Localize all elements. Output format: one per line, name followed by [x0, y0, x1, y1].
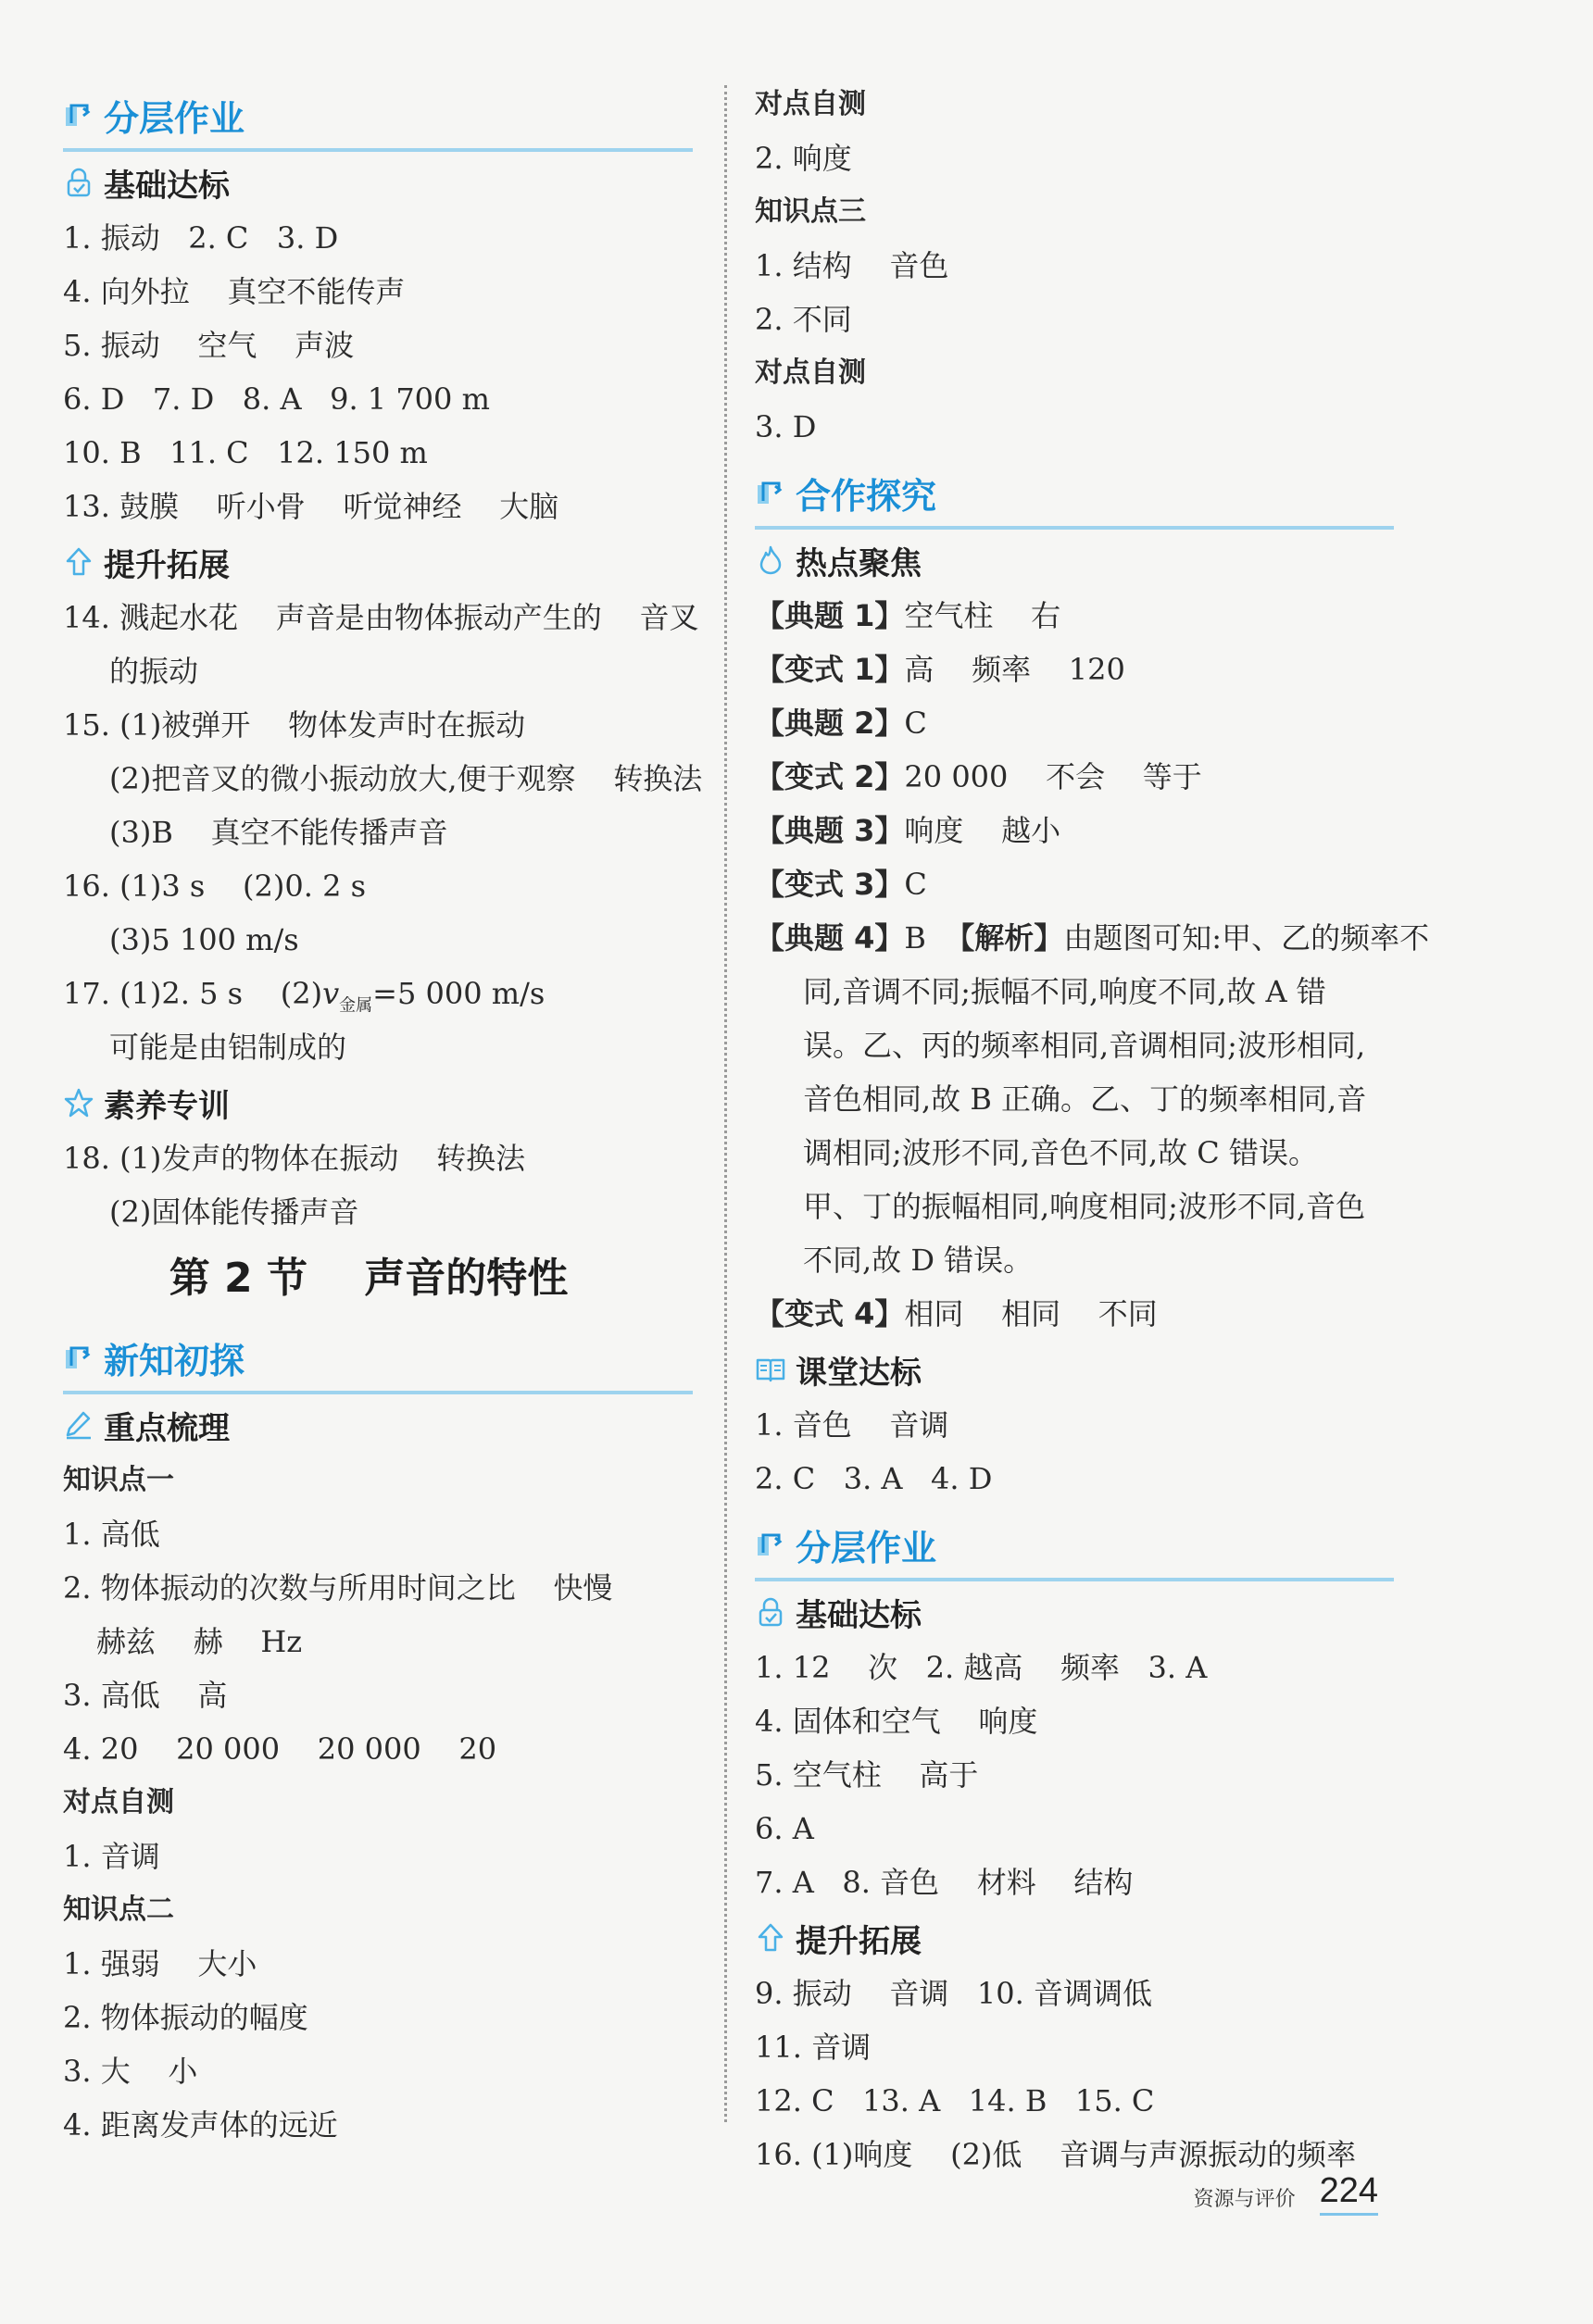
example-item [755, 696, 1394, 750]
answer-line: 1. 强弱 大小 [63, 1946, 257, 1981]
example-item [755, 857, 1394, 911]
answer-line: 3. 高低 高 [63, 1678, 228, 1713]
example-tag: 【变式 2】 [755, 759, 905, 794]
example-item [755, 911, 1430, 965]
answer-line: 1. 12 次 2. 越高 频率 3. A [755, 1650, 1208, 1685]
section-arrow-icon [63, 99, 94, 131]
answer-line: 4. 向外拉 真空不能传声 [63, 274, 406, 309]
answer-text: =5 000 m/s [372, 976, 546, 1011]
answer-line: 12. C 13. A 14. B 15. C [755, 2083, 1155, 2118]
answer-line [63, 967, 693, 1020]
subsection-title: 课堂达标 [796, 1354, 922, 1392]
answer-line: (2)把音叉的微小振动放大,便于观察 转换法 [109, 761, 703, 796]
analysis-tag: 【解析】 [945, 920, 1064, 956]
section-header-homework-2 [755, 1511, 1394, 1581]
answer-line: 2. 物体振动的次数与所用时间之比 快慢 [63, 1570, 613, 1606]
section-arrow-icon [63, 1342, 94, 1373]
answer-line: 4. 距离发声体的远近 [63, 2107, 338, 2143]
flame-icon [755, 544, 786, 576]
answer-line: 赫兹 赫 Hz [96, 1624, 303, 1659]
analysis-line: 误。乙、丙的频率相同,音调相同;波形相同, [803, 1028, 1366, 1063]
subsection-literacy [63, 1074, 693, 1131]
self-test-label: 对点自测 [755, 88, 866, 120]
example-tag: 【典题 4】 [755, 920, 905, 956]
example-tag: 【变式 4】 [755, 1296, 905, 1331]
subsection-basic-2 [755, 1583, 1394, 1641]
subsection-basic [63, 154, 693, 211]
example-item [755, 643, 1394, 696]
answer-line: 的振动 [109, 654, 199, 689]
subsection-classroom [755, 1341, 1394, 1398]
self-test-label: 对点自测 [63, 1786, 174, 1818]
analysis-text: 由题图可知:甲、乙的频率不 [1063, 920, 1430, 956]
lock-check-icon [63, 167, 94, 198]
section-header-homework [63, 81, 693, 152]
subsection-title: 热点聚焦 [796, 544, 922, 582]
answer-line: 可能是由铝制成的 [109, 1030, 347, 1065]
section-arrow-icon [755, 477, 786, 508]
answer-line: 16. (1)3 s (2)0. 2 s [63, 868, 367, 904]
subsection-title: 素养专训 [104, 1087, 230, 1125]
analysis-line: 音色相同,故 B 正确。乙、丁的频率相同,音 [803, 1081, 1367, 1117]
knowledge-point-label: 知识点一 [63, 1464, 174, 1496]
answer-text: 17. (1)2. 5 s (2) [63, 976, 323, 1011]
example-answer: C [904, 867, 927, 902]
answer-line: 9. 振动 音调 10. 音调调低 [755, 1976, 1152, 2011]
answer-line: 13. 鼓膜 听小骨 听觉神经 大脑 [63, 489, 559, 524]
answer-line: 4. 20 20 000 20 000 20 [63, 1731, 497, 1767]
answer-line: (3)5 100 m/s [109, 922, 299, 957]
answer-line: 15. (1)被弹开 物体发声时在振动 [63, 707, 526, 743]
example-answer: 相同 相同 不同 [904, 1296, 1158, 1331]
section-header-new-knowledge [63, 1324, 693, 1394]
answer-line: 1. 高低 [63, 1517, 160, 1552]
answer-line: 16. (1)响度 (2)低 音调与声源振动的频率 [755, 2137, 1357, 2172]
example-tag: 【典题 1】 [755, 598, 905, 633]
answer-line: 7. A 8. 音色 材料 结构 [755, 1865, 1134, 1900]
subsection-title: 重点梳理 [104, 1409, 230, 1447]
example-tag: 【变式 1】 [755, 652, 905, 687]
answer-line: 11. 音调 [755, 2030, 872, 2065]
section-title: 新知初探 [104, 1340, 245, 1381]
example-tag: 【典题 2】 [755, 706, 905, 741]
answer-line: 5. 振动 空气 声波 [63, 328, 355, 363]
answer-line: 2. 响度 [755, 141, 852, 176]
left-column [63, 76, 703, 2152]
subsection-hotspot [755, 531, 1394, 589]
subsection-title: 提升拓展 [796, 1922, 922, 1960]
analysis-line: 同,音调不同;振幅不同,响度不同,故 A 错 [803, 974, 1326, 1009]
velocity-symbol: v [322, 976, 340, 1011]
right-column [755, 78, 1430, 2181]
subsection-improve-2 [755, 1909, 1394, 1967]
answer-line: (2)固体能传播声音 [109, 1194, 359, 1230]
answer-line: 2. 物体振动的幅度 [63, 2000, 308, 2035]
analysis-line: 不同,故 D 错误。 [803, 1243, 1034, 1278]
example-answer: B [904, 920, 946, 956]
example-item [755, 589, 1394, 643]
section-title: 合作探究 [796, 475, 937, 517]
example-answer: 空气柱 右 [904, 598, 1061, 633]
example-answer: C [904, 706, 927, 741]
answer-line: 1. 结构 音色 [755, 248, 949, 283]
answer-line: 14. 溅起水花 声音是由物体振动产生的 音叉 [63, 600, 699, 635]
answer-line: 2. 不同 [755, 302, 852, 337]
section-title: 分层作业 [796, 1527, 937, 1568]
example-item [755, 750, 1394, 804]
velocity-subscript: 金属 [339, 995, 373, 1016]
subsection-key-points [63, 1396, 693, 1454]
star-icon [63, 1087, 94, 1118]
answer-line: 6. D 7. D 8. A 9. 1 700 m [63, 381, 490, 417]
analysis-line: 调相同;波形不同,音色不同,故 C 错误。 [803, 1135, 1318, 1170]
answer-line: 1. 音调 [63, 1839, 160, 1874]
example-answer: 高 频率 120 [904, 652, 1125, 687]
self-test-label: 对点自测 [755, 356, 866, 389]
answer-line: 10. B 11. C 12. 150 m [63, 435, 428, 470]
answer-line: 2. C 3. A 4. D [755, 1461, 993, 1496]
analysis-line: 甲、丁的振幅相同,响度相同;波形不同,音色 [803, 1189, 1366, 1224]
example-answer: 响度 越小 [904, 813, 1061, 848]
footer-label: 资源与评价 [1193, 2188, 1296, 2211]
example-item [755, 804, 1394, 857]
subsection-title: 基础达标 [104, 167, 230, 205]
page-number: 224 [1320, 2171, 1378, 2216]
example-answer: 20 000 不会 等于 [904, 759, 1202, 794]
example-tag: 【变式 3】 [755, 867, 905, 902]
answer-line: 1. 振动 2. C 3. D [63, 220, 339, 256]
answer-line: 3. D [755, 409, 817, 444]
section-title: 分层作业 [104, 97, 245, 139]
lock-check-icon [755, 1596, 786, 1628]
answer-line: 18. (1)发声的物体在振动 转换法 [63, 1141, 526, 1176]
answer-line: 6. A [755, 1811, 814, 1846]
chapter-title: 第 2 节 声音的特性 [169, 1255, 569, 1302]
knowledge-point-label: 知识点三 [755, 195, 866, 228]
section-arrow-icon [755, 1529, 786, 1560]
subsection-title: 提升拓展 [104, 546, 230, 584]
section-header-cooperation [755, 459, 1394, 530]
up-arrow-icon [63, 546, 94, 578]
subsection-title: 基础达标 [796, 1596, 922, 1634]
answer-line: 1. 音色 音调 [755, 1407, 949, 1443]
answer-line: 3. 大 小 [63, 2054, 198, 2089]
up-arrow-icon [755, 1922, 786, 1954]
column-divider [724, 85, 727, 2122]
knowledge-point-label: 知识点二 [63, 1893, 174, 1926]
pen-icon [63, 1409, 94, 1441]
answer-line: 5. 空气柱 高于 [755, 1757, 979, 1793]
book-icon [755, 1354, 786, 1385]
subsection-improve [63, 533, 693, 591]
example-tag: 【典题 3】 [755, 813, 905, 848]
example-item [755, 1287, 1394, 1341]
answer-line: (3)B 真空不能传播声音 [109, 815, 448, 850]
page-footer [1194, 2171, 1378, 2216]
answer-line: 4. 固体和空气 响度 [755, 1704, 1038, 1739]
